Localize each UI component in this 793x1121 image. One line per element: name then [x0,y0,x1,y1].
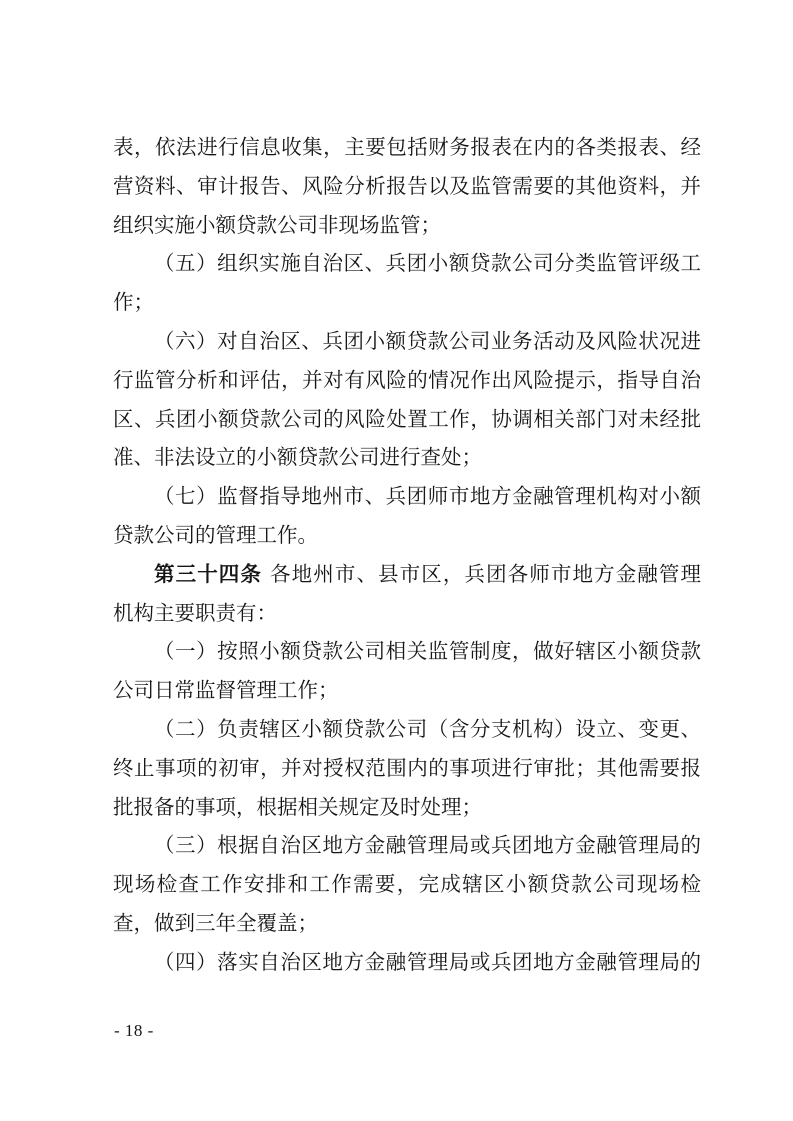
text-line: 批报备的事项，根据相关规定及时处理； [113,794,482,819]
text-line: （五）组织实施自治区、兵团小额贷款公司分类监管评级工 [154,251,701,276]
text-line: 区、兵团小额贷款公司的风险处置工作，协调相关部门对未经批 [113,406,701,431]
text-line: 作； [113,290,154,315]
text-line [113,555,701,594]
paragraph [113,826,701,942]
paragraph [113,477,701,555]
page-number: - 18 - [114,1021,154,1040]
paragraph [113,128,701,244]
article-paragraph [113,555,701,633]
text-line: 公司日常监督管理工作； [113,678,339,703]
text-line: （四）落实自治区地方金融管理局或兵团地方金融管理局的 [154,949,701,974]
text-line: 终止事项的初审，并对授权范围内的事项进行审批；其他需要报 [113,755,701,780]
text-line: 查，做到三年全覆盖； [113,910,318,935]
text-line: 表，依法进行信息收集，主要包括财务报表在内的各类报表、经 [113,135,701,159]
text-line: （二）负责辖区小额贷款公司（含分支机构）设立、变更、 [154,716,701,741]
paragraph [113,710,701,826]
text-line: 行监管分析和评估，并对有风险的情况作出风险提示，指导自治 [113,367,701,392]
paragraph [113,322,701,477]
article-heading: 第三十四条 [154,561,263,586]
text-line: （六）对自治区、兵团小额贷款公司业务活动及风险状况进 [154,328,701,353]
paragraph [113,244,701,322]
text-line: 贷款公司的管理工作。 [113,522,318,547]
text-line: 组织实施小额贷款公司非现场监管； [113,212,441,237]
text-line: 现场检查工作安排和工作需要，完成辖区小额贷款公司现场检 [113,872,701,897]
article-text: 各地州市、县市区，兵团各师市地方金融管理 [270,561,701,586]
text-line: 准、非法设立的小额贷款公司进行查处； [113,445,482,470]
text-line: 机构主要职责有： [113,600,277,625]
text-line: 营资料、审计报告、风险分析报告以及监管需要的其他资料，并 [113,173,701,198]
text-line: （一）按照小额贷款公司相关监管制度，做好辖区小额贷款 [154,639,701,664]
paragraph [113,632,701,710]
text-line: （三）根据自治区地方金融管理局或兵团地方金融管理局的 [154,833,701,858]
paragraph [113,943,701,982]
text-line: （七）监督指导地州市、兵团师市地方金融管理机构对小额 [154,484,701,509]
document-body [113,128,701,982]
